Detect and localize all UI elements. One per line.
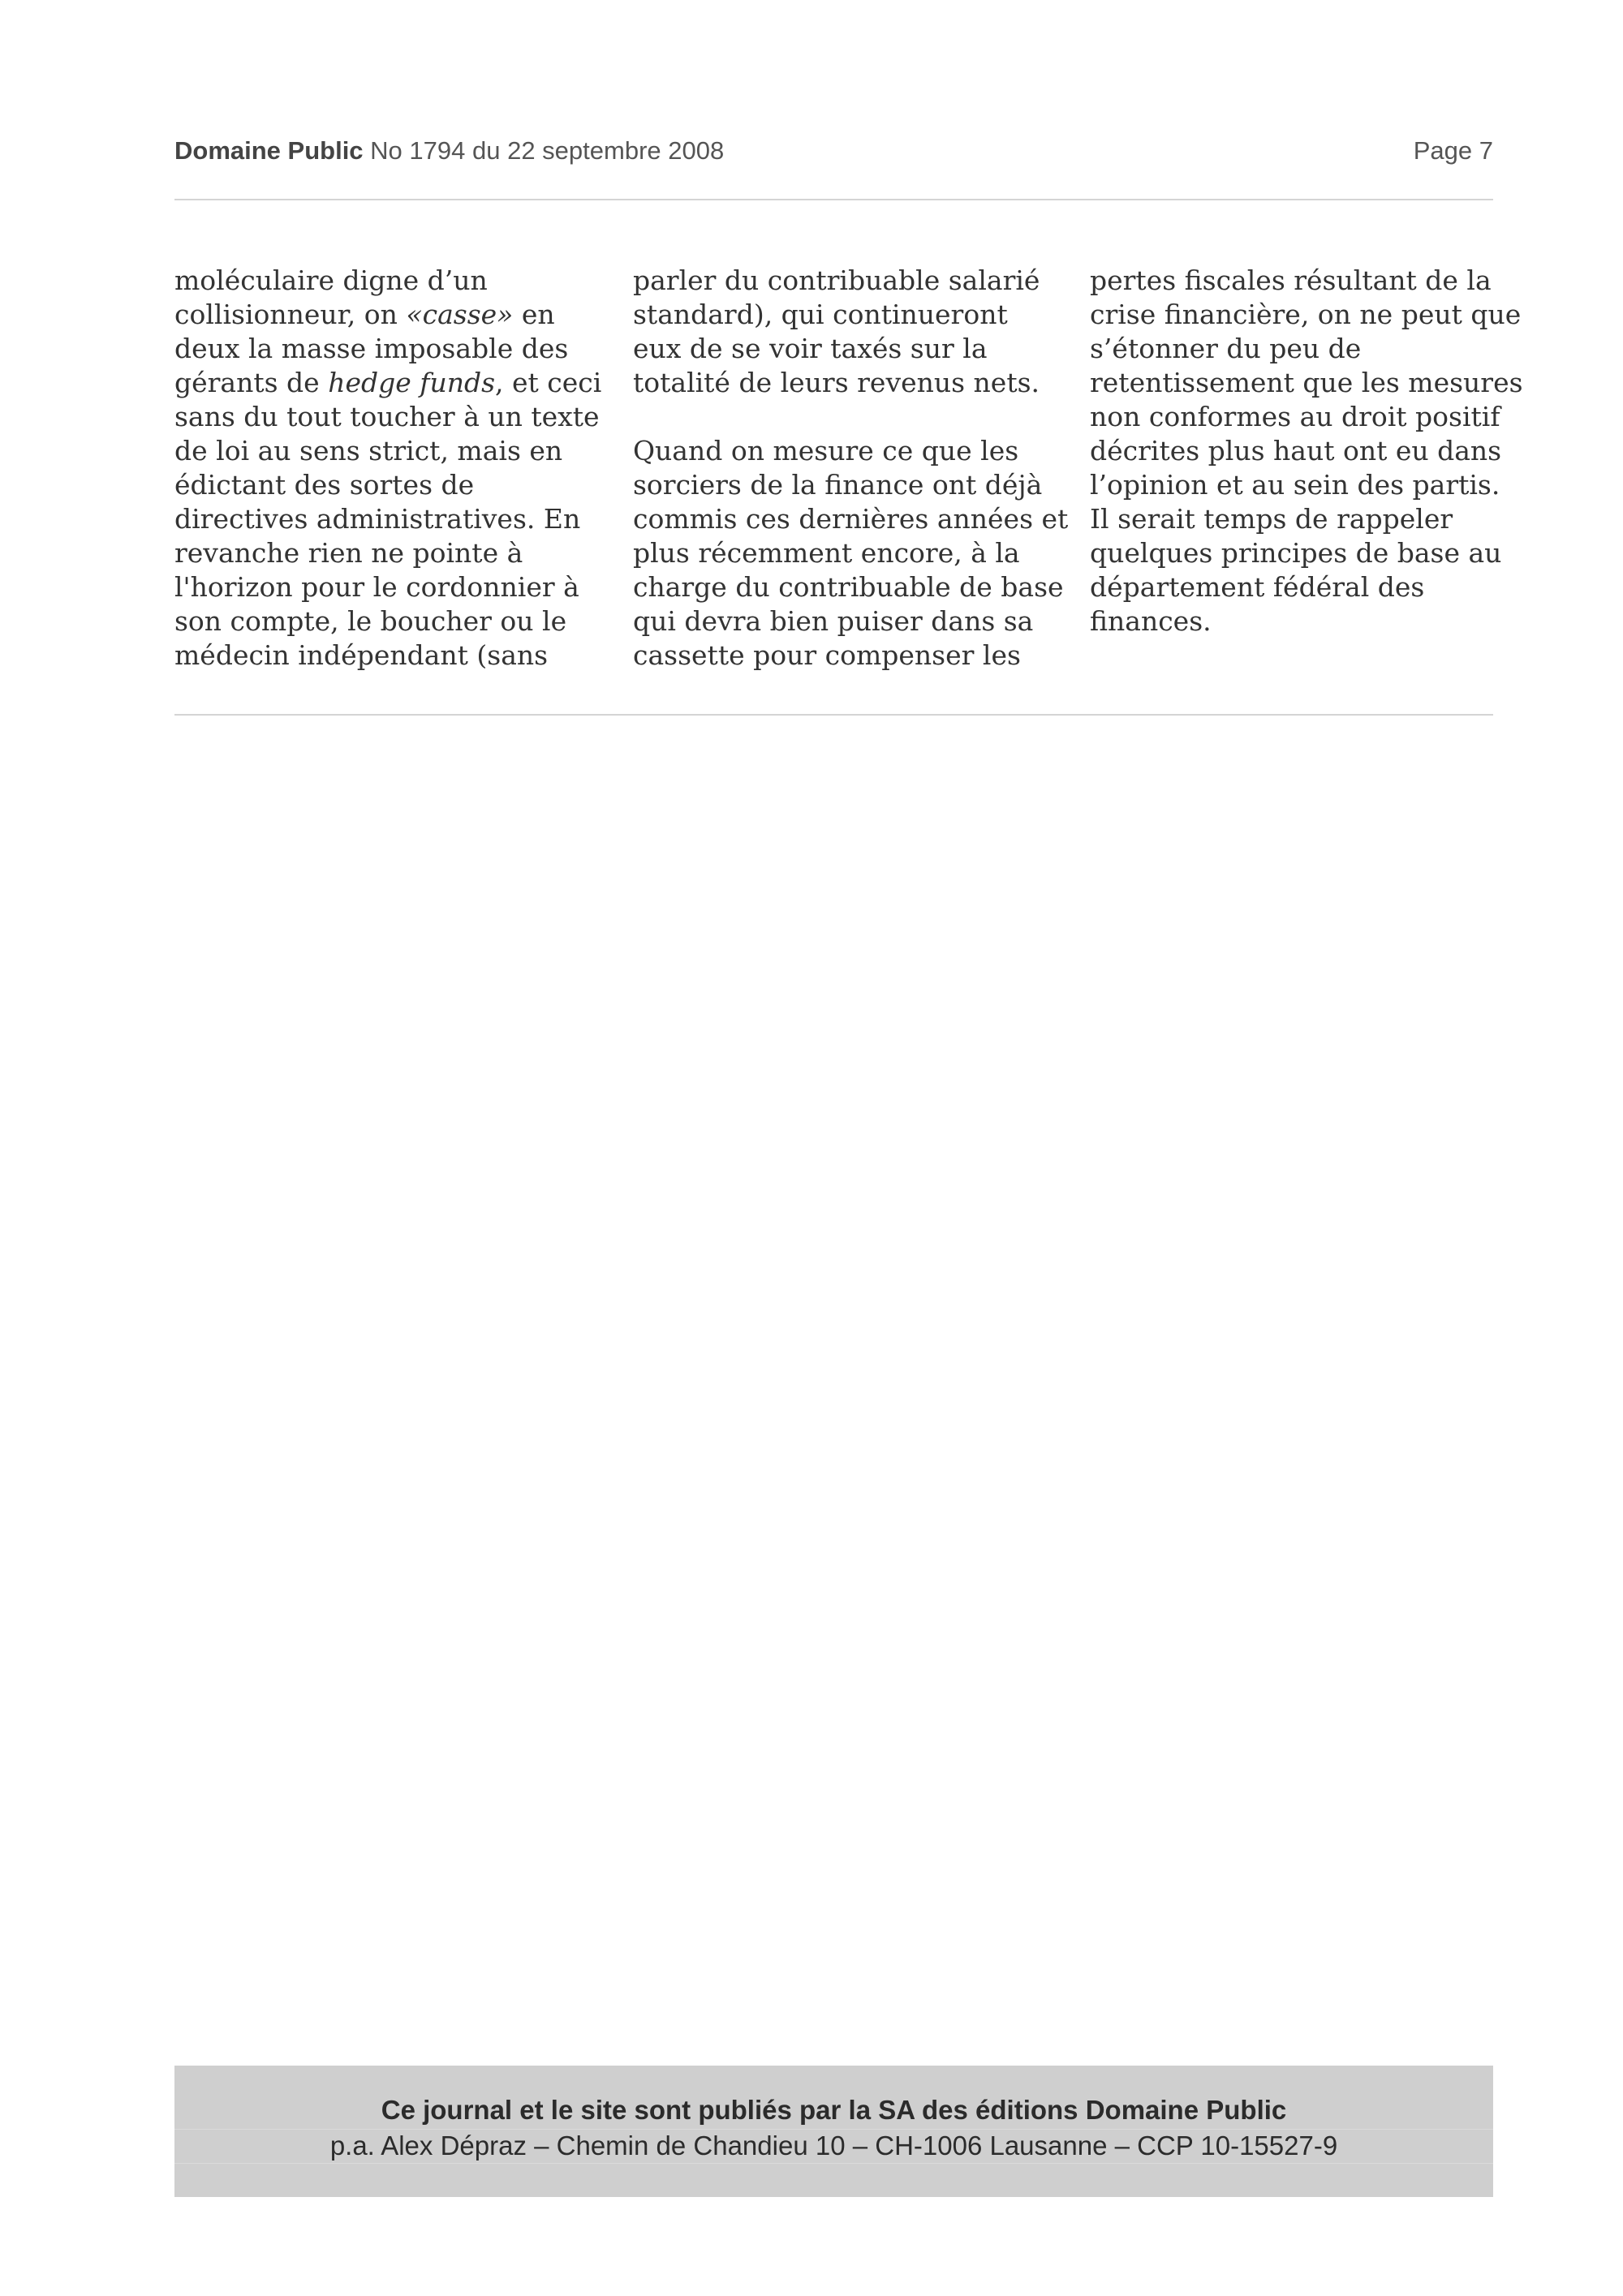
footer-divider <box>174 2129 1493 2130</box>
text-line: pertes fiscales résultant de la <box>1090 264 1492 296</box>
text-line: qui devra bien puiser dans sa <box>633 605 1034 637</box>
text-line: commis ces dernières années et <box>633 503 1069 535</box>
text-line: finances. <box>1090 605 1212 637</box>
text-line: deux la masse imposable des <box>174 333 569 364</box>
text-line: gérants de hedge funds, et ceci <box>174 367 602 398</box>
page-header <box>174 136 1493 169</box>
text-line: Quand on mesure ce que les <box>633 435 1019 467</box>
text-line: Il serait temps de rappeler <box>1090 503 1453 535</box>
text-column-3 <box>1090 264 1528 638</box>
text-line: édictant des sortes de <box>174 469 475 501</box>
text-line: eux de se voir taxés sur la <box>633 333 988 364</box>
text-line: s’étonner du peu de <box>1090 333 1362 364</box>
text-line: médecin indépendant (sans <box>174 639 549 671</box>
text-line: sorciers de la finance ont déjà <box>633 469 1043 501</box>
text-line: non conformes au droit positif <box>1090 401 1500 432</box>
text-line: standard), qui continueront <box>633 299 1008 330</box>
issue-info: No 1794 du 22 septembre 2008 <box>370 136 725 165</box>
text-column-1 <box>174 264 613 673</box>
text-line: décrites plus haut ont eu dans <box>1090 435 1502 467</box>
text-line: revanche rien ne pointe à <box>174 537 523 569</box>
text-line: sans du tout toucher à un texte <box>174 401 600 432</box>
text-line: de loi au sens strict, mais en <box>174 435 563 467</box>
text-line: crise financière, on ne peut que <box>1090 299 1522 330</box>
text-line: l’opinion et au sein des partis. <box>1090 469 1500 501</box>
text-column-2 <box>633 264 1071 673</box>
header-masthead <box>174 136 724 166</box>
text-line: totalité de leurs revenus nets. <box>633 367 1040 398</box>
text-line: retentissement que les mesures <box>1090 367 1523 398</box>
publisher-footer <box>174 2066 1493 2197</box>
text-line: quelques principes de base au <box>1090 537 1502 569</box>
text-line: son compte, le boucher ou le <box>174 605 567 637</box>
footer-publisher-line: Ce journal et le site sont publiés par la SA des éditions Domaine Public <box>381 2095 1287 2125</box>
paragraph-gap <box>633 400 1071 434</box>
footer-address-line: p.a. Alex Dépraz – Chemin de Chandieu 10 – CH-1006 Lausanne – CCP 10-15527-9 <box>329 2130 1338 2161</box>
article-end-divider <box>174 714 1493 716</box>
text-line: moléculaire digne d’un <box>174 264 488 296</box>
text-line: collisionneur, on «casse» en <box>174 299 555 330</box>
text-line: département fédéral des <box>1090 571 1425 603</box>
text-line: plus récemment encore, à la <box>633 537 1020 569</box>
text-line: l'horizon pour le cordonnier à <box>174 571 579 603</box>
text-line: directives administratives. En <box>174 503 581 535</box>
text-line: charge du contribuable de base <box>633 571 1064 603</box>
text-line: parler du contribuable salarié <box>633 264 1040 296</box>
page-number: Page 7 <box>1413 136 1493 165</box>
text-line: cassette pour compenser les <box>633 639 1021 671</box>
publication-name: Domaine Public <box>174 136 364 165</box>
header-divider <box>174 199 1493 200</box>
footer-divider <box>174 2163 1493 2164</box>
